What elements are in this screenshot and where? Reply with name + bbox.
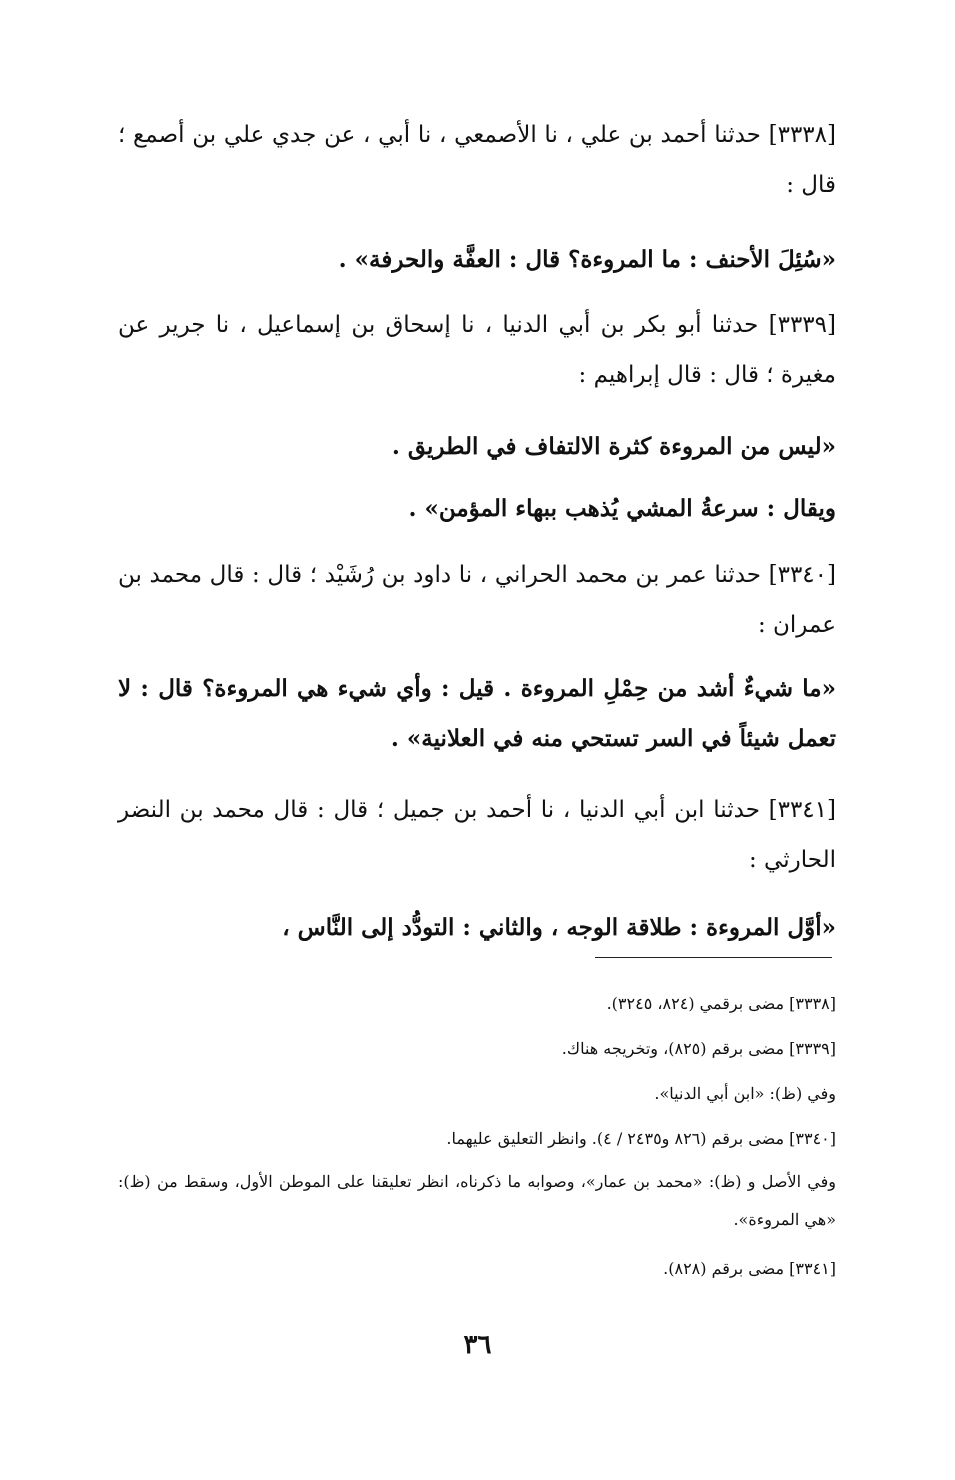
main-text <box>118 0 836 960</box>
paragraph-3339: [٣٣٣٩] حدثنا أبو بكر بن أبي الدنيا ، نا إسحاق بن إسماعيل ، نا جرير عن مغيرة ؛ قال : قال إبراهيم : <box>118 312 836 388</box>
quote-ahnaf: «سُئِلَ الأحنف : ما المروءة؟ قال : العفَّة والحرفة» . <box>338 246 836 273</box>
footnote-3339: [٣٣٣٩] مضى برقم (٨٢٥)، وتخريجه هناك. <box>561 1039 836 1058</box>
paragraph-3340: [٣٣٤٠] حدثنا عمر بن محمد الحراني ، نا داود بن رُشَيْد ؛ قال : قال محمد بن عمران : <box>118 562 836 638</box>
footnote-3339-note: وفي (ظ): «ابن أبي الدنيا». <box>654 1084 836 1103</box>
footnote-3341: [٣٣٤١] مضى برقم (٨٢٨). <box>663 1259 836 1278</box>
footnote-3338: [٣٣٣٨] مضى برقمي (٨٢٤، ٣٢٤٥). <box>606 994 836 1013</box>
quote-iltifaf: «ليس من المروءة كثرة الالتفاف في الطريق . <box>391 433 836 460</box>
paragraph-3341: [٣٣٤١] حدثنا ابن أبي الدنيا ، نا أحمد بن جميل ؛ قال : قال محمد بن النضر الحارثي : <box>118 797 836 873</box>
footnote-3340: [٣٣٤٠] مضى برقم (٨٢٦ و٢٤٣٥ / ٤). وانظر التعليق عليهما. <box>446 1129 836 1148</box>
page-number: ٣٦ <box>463 1330 492 1360</box>
footnote-3340-note: وفي الأصل و (ظ): «محمد بن عمار»، وصوابه ما ذكرناه، انظر تعليقنا على الموطن الأول، وسقط من (ظ): «هي المروءة». <box>118 1172 837 1229</box>
footnote-separator <box>595 957 832 958</box>
quote-awwal-almuruah: «أوَّل المروءة : طلاقة الوجه ، والثاني : التودُّد إلى النَّاس ، <box>282 914 836 941</box>
quote-sur-at-almashi: ويقال : سرعةُ المشي يُذهب ببهاء المؤمن» . <box>408 495 836 522</box>
quote-himl-almuruah: «ما شيءٌ أشد من حِمْلِ المروءة . قيل : وأي شيء هي المروءة؟ قال : لا تعمل شيئاً في السر تستحي منه في العلانية» . <box>118 675 836 752</box>
paragraph-3338: [٣٣٣٨] حدثنا أحمد بن علي ، نا الأصمعي ، نا أبي ، عن جدي علي بن أصمع ؛ قال : <box>118 122 836 198</box>
